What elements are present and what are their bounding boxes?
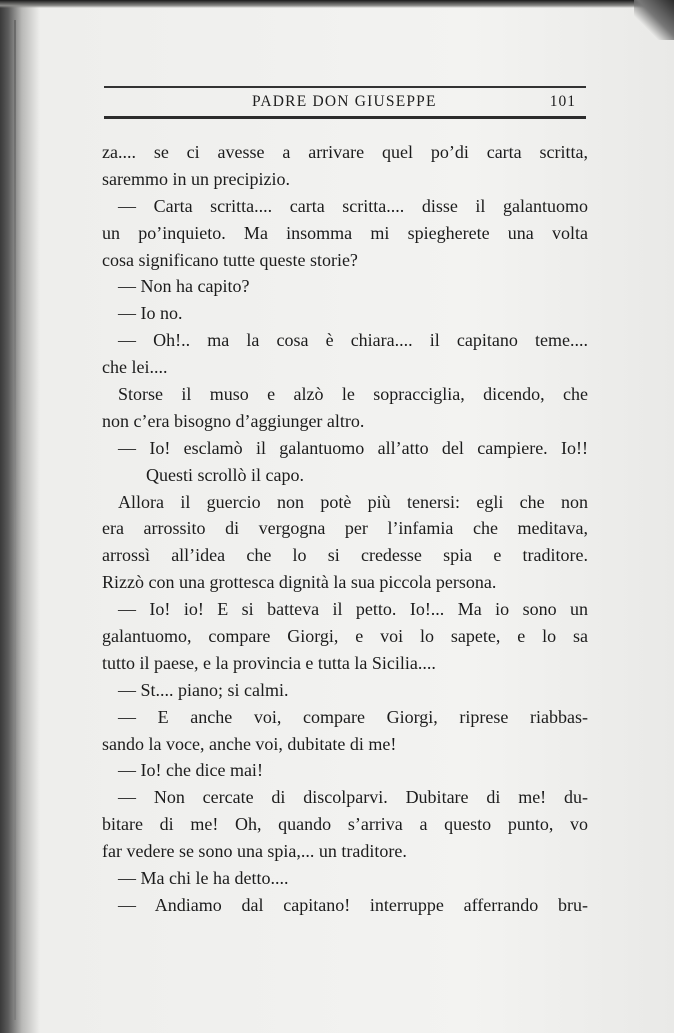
text-line: un po’inquieto. Ma insomma mi spiegherete una volta [102,222,588,243]
text-line: — Carta scritta.... carta scritta.... disse il galantuomo [118,195,588,216]
text-line: — Non ha capito? [118,276,250,297]
text-line: — Io! esclamò il galantuomo all’atto del campiere. Io!! [118,437,588,458]
text-line: cosa significano tutte queste storie? [102,249,358,270]
text-line: za.... se ci avesse a arrivare quel po’di carta scritta, [102,142,588,162]
text-line: — Andiamo dal capitano! interruppe afferrando bru- [118,894,588,915]
text-line: bitare di me! Oh, quando s’arriva a questo punto, vo [102,814,588,835]
text-line: era arrossito di vergogna per l’infamia che meditava, [102,518,588,539]
text-line: Rizzò con una grottesca dignità la sua piccola persona. [102,572,497,593]
text-line: — St.... piano; si calmi. [118,679,289,700]
text-line: che lei.... [102,357,168,378]
text-line: far vedere se sono una spia,... un traditore. [102,841,407,862]
text-line: tutto il paese, e la provincia e tutta la Sicilia.... [102,652,436,673]
running-title: PADRE DON GIUSEPPE [252,93,437,110]
header-rule-bottom [104,116,586,119]
header-rule-top [104,86,586,88]
text-line: sando la voce, anche voi, dubitate di me! [102,733,397,754]
text-line: Questi scrollò il capo. [146,464,304,485]
text-line: arrossì all’idea che lo si credesse spia e traditore. [102,545,588,566]
text-line: — E anche voi, compare Giorgi, riprese riabbas- [118,706,588,727]
running-header [104,82,586,120]
page-top-shadow [0,0,674,8]
text-line: — Ma chi le ha detto.... [118,868,289,889]
text-line: galantuomo, compare Giorgi, e voi lo sapete, e lo sa [102,626,588,647]
text-line: Allora il guercio non potè più tenersi: egli che non [118,491,588,512]
text-line: saremmo in un precipizio. [102,168,290,189]
page-number: 101 [549,93,576,110]
text-line: — Io! che dice mai! [118,760,263,781]
page-corner-fold [634,0,674,40]
text-line: — Io no. [118,303,183,324]
text-line: Storse il muso e alzò le sopracciglia, dicendo, che [118,384,588,405]
text-line: — Oh!.. ma la cosa è chiara.... il capitano teme.... [118,330,588,351]
text-line: — Non cercate di discolparvi. Dubitare di me! du- [118,787,588,808]
text-line: — Io! io! E si batteva il petto. Io!... Ma io sono un [118,599,588,620]
book-spine-shadow [14,20,16,1020]
body-text [102,139,588,919]
text-line: non c’era bisogno d’aggiunger altro. [102,410,365,431]
